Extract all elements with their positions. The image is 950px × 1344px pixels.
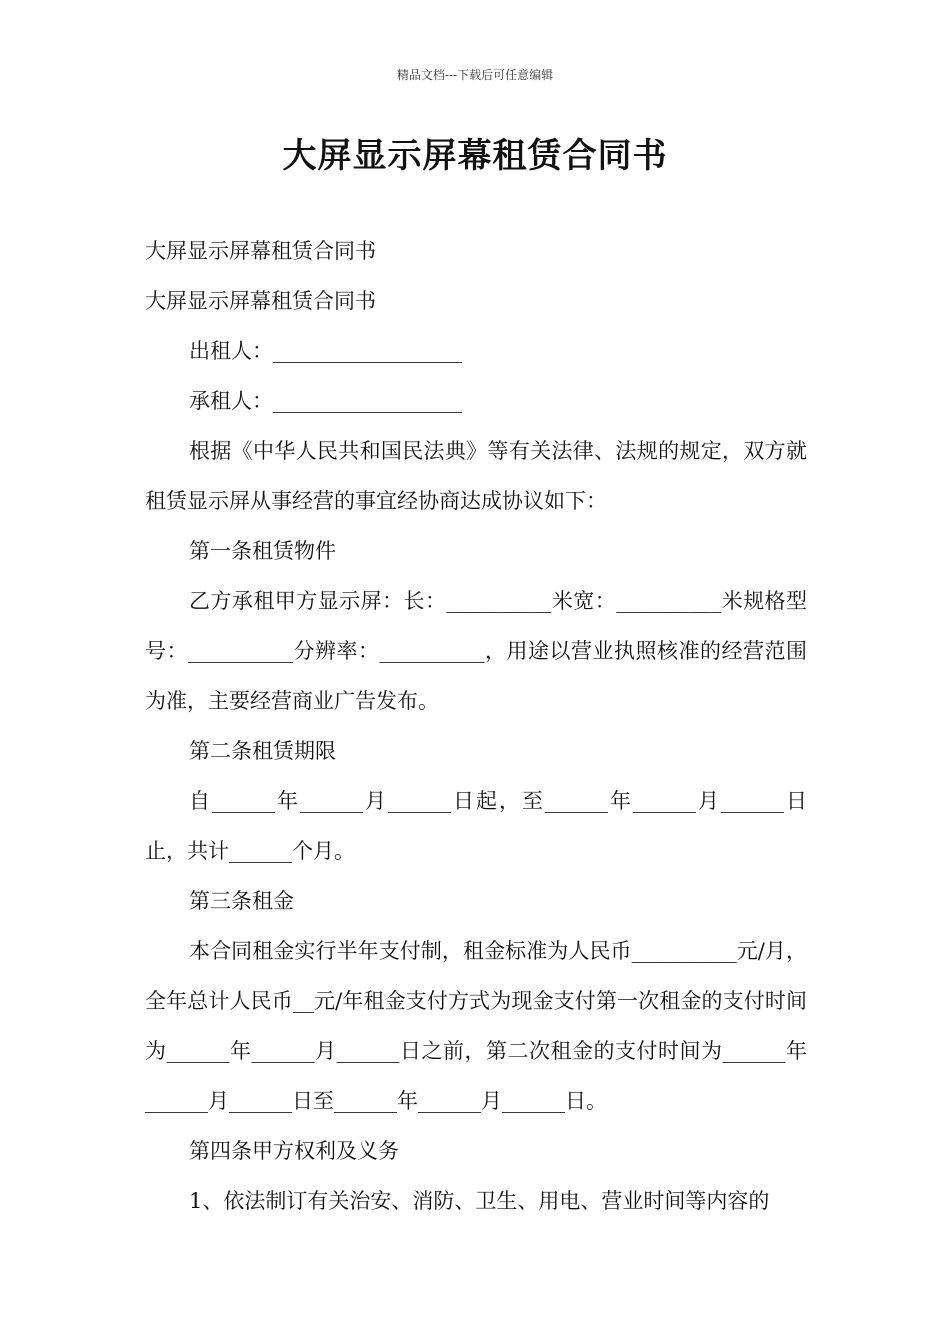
article-3-heading: 第三条租金	[189, 889, 294, 913]
article-1-body: 乙方承租甲方显示屏：长：__________米宽：__________米规格型号：__________分辨率：__________，用途以营业执照核准的经营范围为准，主要经营商业广告发布。	[145, 589, 807, 713]
lessee-line: 承租人：__________________	[189, 389, 462, 413]
page-header-note: 精品文档---下载后可任意编辑	[396, 68, 554, 82]
article-4-item-1: 1、依法制订有关治安、消防、卫生、用电、营业时间等内容的	[189, 1189, 770, 1213]
article-2-body: 自______年______月______日起，至______年______月______日止，共计______个月。	[145, 789, 807, 863]
article-1-heading: 第一条租赁物件	[189, 539, 336, 563]
body-heading-2: 大屏显示屏幕租赁合同书	[145, 289, 376, 313]
document-body	[145, 226, 807, 1226]
article-2-heading: 第二条租赁期限	[189, 739, 336, 763]
article-3-body: 本合同租金实行半年支付制，租金标准为人民币__________元/月，全年总计人民币__元/年租金支付方式为现金支付第一次租金的支付时间为______年______月______日之前，第二次租金的支付时间为______年______月______日至______年______月______日。	[145, 939, 807, 1113]
document-title: 大屏显示屏幕租赁合同书	[282, 136, 668, 176]
body-heading-1: 大屏显示屏幕租赁合同书	[145, 239, 376, 263]
article-4-heading: 第四条甲方权利及义务	[189, 1139, 399, 1163]
preamble-paragraph: 根据《中华人民共和国民法典》等有关法律、法规的规定，双方就租赁显示屏从事经营的事宜经协商达成协议如下：	[145, 439, 807, 513]
lessor-line: 出租人：__________________	[189, 339, 462, 363]
